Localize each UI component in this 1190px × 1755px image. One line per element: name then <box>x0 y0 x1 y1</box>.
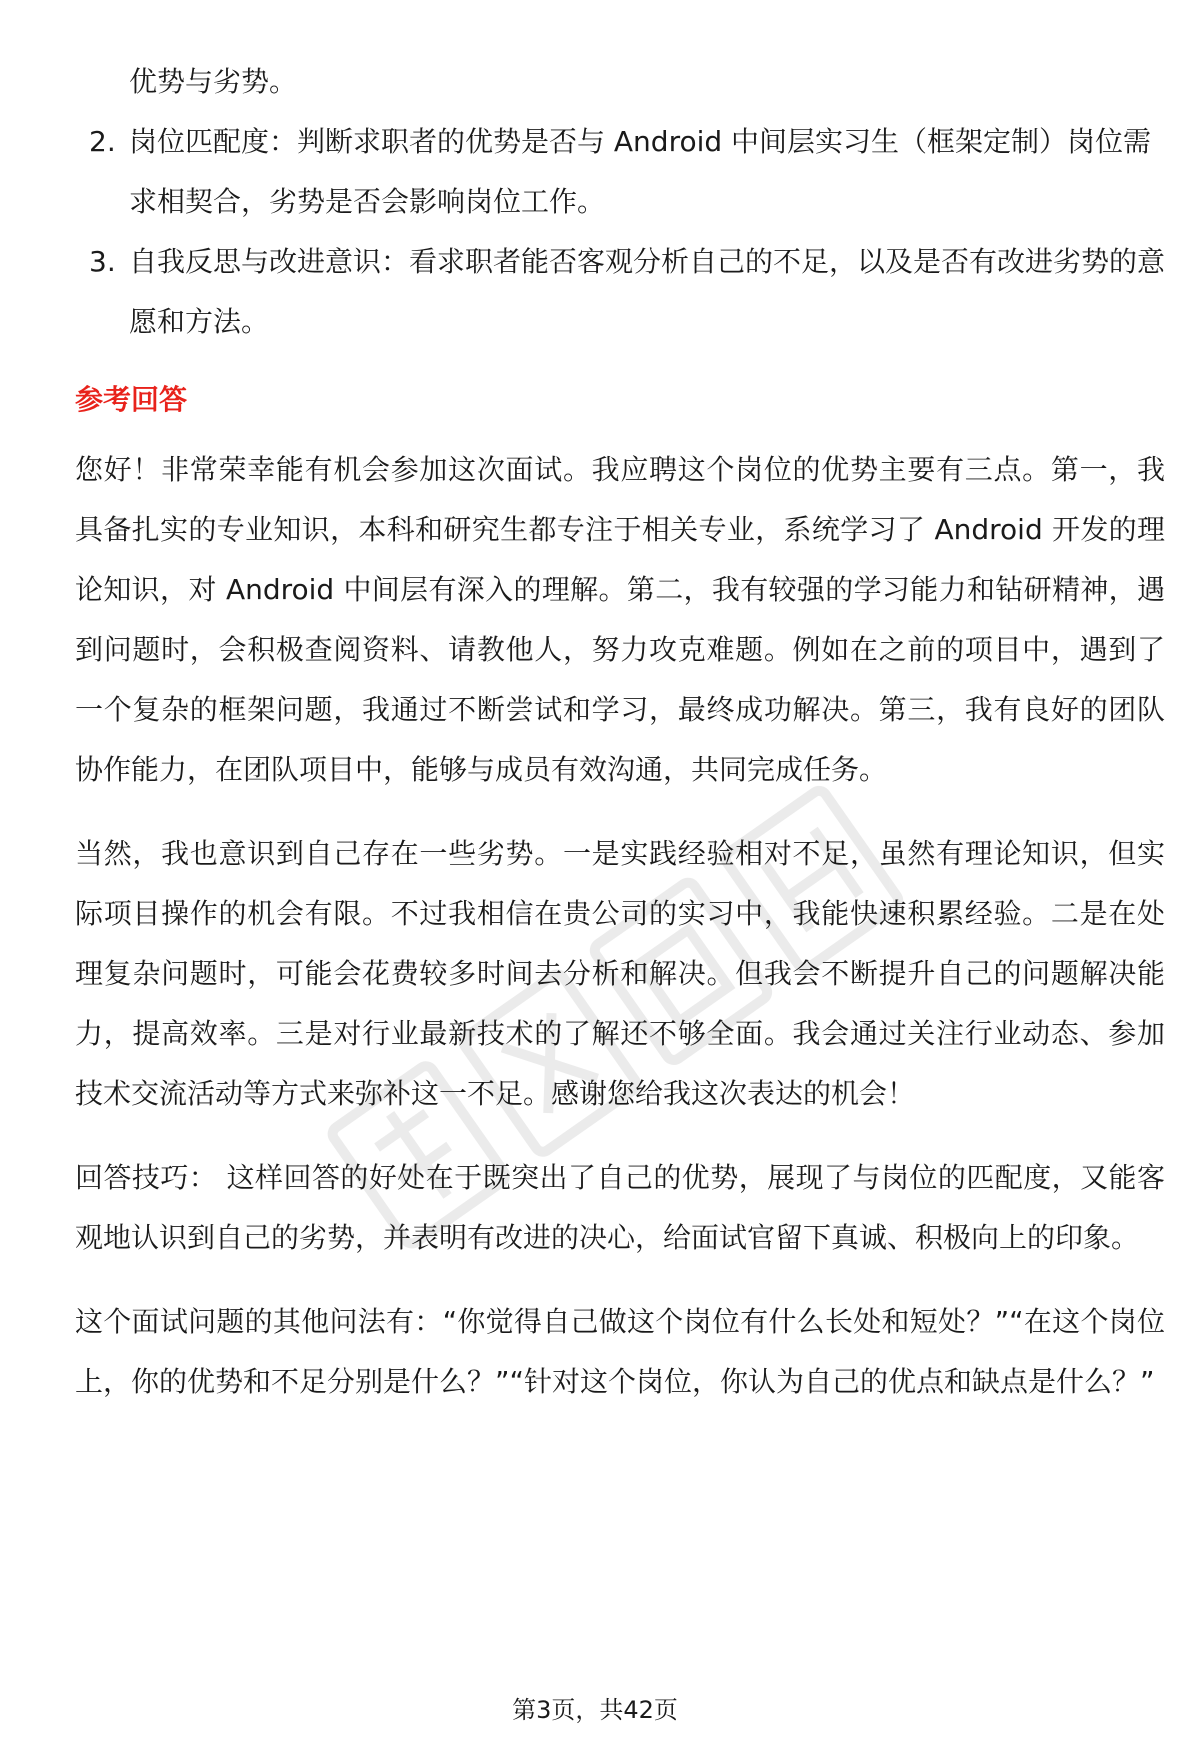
page-footer: 第3页，共42页 <box>512 1696 678 1724</box>
criteria-item <box>75 112 1165 232</box>
section-title: 参考回答 <box>75 383 188 416</box>
criteria-text: 自我反思与改进意识：看求职者能否客观分析自己的不足，以及是否有改进劣势的意愿和方法。 <box>129 245 1166 338</box>
criteria-continuation: 优势与劣势。 <box>129 65 298 98</box>
criteria-number: 3. <box>89 245 116 278</box>
criteria-number: 2. <box>89 125 116 158</box>
criteria-text: 岗位匹配度：判断求职者的优势是否与 Android 中间层实习生（框架定制）岗位需求相契合，劣势是否会影响岗位工作。 <box>129 125 1152 218</box>
alternative-questions-paragraph: 这个面试问题的其他问法有：“你觉得自己做这个岗位有什么长处和短处？”“在这个岗位上，你的优势和不足分别是什么？”“针对这个岗位，你认为自己的优点和缺点是什么？” <box>75 1305 1165 1398</box>
tips-paragraph: 回答技巧： 这样回答的好处在于既突出了自己的优势，展现了与岗位的匹配度，又能客观地认识到自己的劣势，并表明有改进的决心，给面试官留下真诚、积极向上的印象。 <box>75 1161 1165 1254</box>
document-body <box>75 52 1165 1436</box>
answer-paragraph: 当然，我也意识到自己存在一些劣势。一是实践经验相对不足，虽然有理论知识，但实际项目操作的机会有限。不过我相信在贵公司的实习中，我能快速积累经验。二是在处理复杂问题时，可能会花费较多时间去分析和解决。但我会不断提升自己的问题解决能力，提高效率。三是对行业最新技术的了解还不够全面。我会通过关注行业动态、参加技术交流活动等方式来弥补这一不足。感谢您给我这次表达的机会！ <box>75 837 1165 1110</box>
answer-paragraph: 您好！非常荣幸能有机会参加这次面试。我应聘这个岗位的优势主要有三点。第一，我具备扎实的专业知识，本科和研究生都专注于相关专业，系统学习了 Android 开发的理论知识，对 Android 中间层有深入的理解。第二，我有较强的学习能力和钻研精神，遇到问题时，会积极查阅资料、请教他人，努力攻克难题。例如在之前的项目中，遇到了一个复杂的框架问题，我通过不断尝试和学习，最终成功解决。第三，我有良好的团队协作能力，在团队项目中，能够与成员有效沟通，共同完成任务。 <box>75 453 1165 786</box>
criteria-item <box>75 232 1165 352</box>
